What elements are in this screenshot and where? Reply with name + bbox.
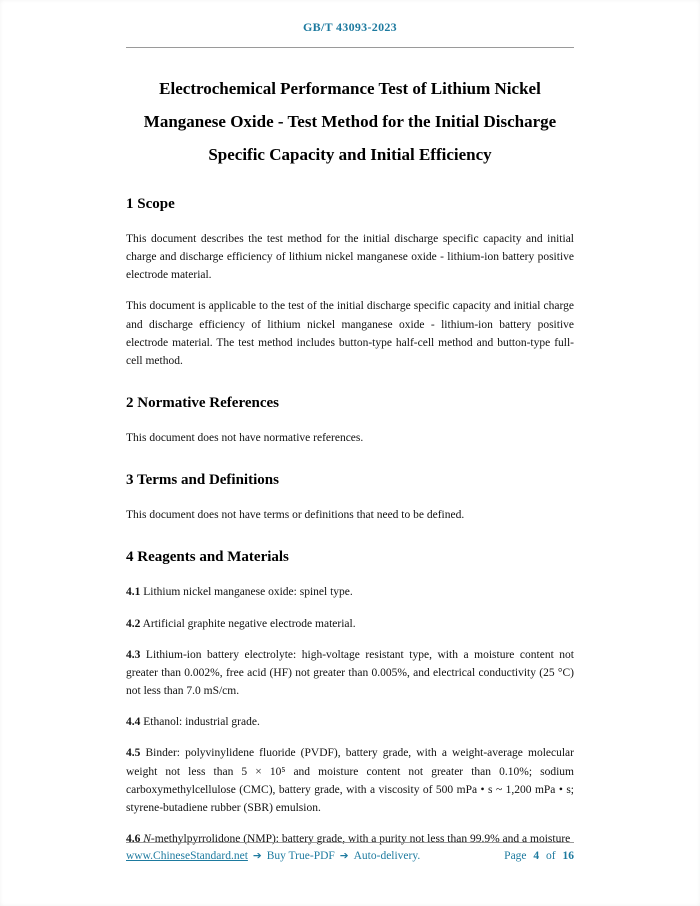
item-text: Lithium nickel manganese oxide: spinel type. [143, 586, 353, 599]
page-header [126, 20, 574, 48]
current-page-number: 4 [533, 850, 540, 862]
section-heading-reagents-materials: 4 Reagents and Materials [126, 549, 289, 566]
arrow-right-icon: ➔ [339, 850, 349, 862]
total-page-number: 16 [562, 850, 574, 862]
item-text: -methylpyrrolidone (NMP): battery grade, with a purity not less than 99.9% and a moisture [150, 832, 571, 845]
page-indicator [500, 850, 574, 862]
item-text: Lithium-ion battery electrolyte: high-voltage resistant type, with a moisture content not greater than 0.002%, free acid (HF) not greater than 0.005%, and electrical conductivity (25 °C) not less than 7.0 mS/cm. [126, 648, 574, 698]
reagent-item-4-1 [126, 583, 574, 601]
reagent-item-4-2 [126, 615, 574, 633]
footer-promo [126, 850, 420, 862]
scope-paragraph-2: This document is applicable to the test of the initial discharge specific capacity and initial charge and discharge efficiency of lithium nickel manganese oxide - lithium-ion battery positive electrode material. The test method includes button-type half-cell method and button-type full-cell method. [126, 300, 574, 367]
title-line-1: Electrochemical Performance Test of Lithium Nickel [159, 79, 541, 98]
auto-delivery-text: Auto-delivery. [353, 850, 421, 862]
document-title [126, 72, 574, 171]
arrow-right-icon: ➔ [252, 850, 262, 862]
title-line-3: Specific Capacity and Initial Efficiency [208, 145, 492, 164]
terms-paragraph: This document does not have terms or definitions that need to be defined. [126, 509, 465, 522]
section-heading-scope: 1 Scope [126, 196, 175, 212]
item-number: 4.5 [126, 747, 141, 760]
reagent-item-4-4 [126, 713, 574, 731]
buy-true-pdf-text: Buy True-PDF [266, 850, 335, 862]
reagent-item-4-3 [126, 646, 574, 700]
title-line-2: Manganese Oxide - Test Method for the Initial Discharge [143, 112, 557, 131]
item-text: Binder: polyvinylidene fluoride (PVDF), battery grade, with a weight-average molecular weight not less than 5 × 10⁵ and moisture content not greater than 0.10%; sodium carboxymethylcellulose (CMC), battery grade, with a viscosity of 500 mPa • s ~ 1,200 mPa • s; styrene-butadiene rubber (SBR) emulsion. [126, 747, 574, 814]
normative-paragraph: This document does not have normative references. [126, 432, 364, 445]
item-number: 4.6 [126, 832, 141, 845]
item-number: 4.3 [126, 648, 141, 661]
page-word: Page [504, 850, 527, 862]
of-word: of [546, 850, 556, 862]
item-text: Ethanol: industrial grade. [143, 716, 260, 729]
item-number: 4.1 [126, 586, 141, 599]
reagent-item-4-5 [126, 744, 574, 817]
standard-code: GB/T 43093-2023 [303, 20, 397, 34]
item-number: 4.4 [126, 716, 141, 729]
section-heading-terms-definitions: 3 Terms and Definitions [126, 472, 279, 489]
item-text: Artificial graphite negative electrode material. [142, 617, 356, 630]
website-link[interactable]: www.ChineseStandard.net [126, 850, 248, 862]
item-number: 4.2 [126, 617, 141, 630]
scope-paragraph-1: This document describes the test method for the initial discharge specific capacity and initial charge and discharge efficiency of lithium nickel manganese oxide - lithium-ion battery positive electrode material. [126, 233, 574, 282]
item-italic-prefix: N [143, 832, 151, 845]
page-footer [126, 842, 574, 862]
footer-divider [126, 842, 574, 843]
header-divider [126, 47, 574, 48]
section-heading-normative-references: 2 Normative References [126, 395, 279, 412]
